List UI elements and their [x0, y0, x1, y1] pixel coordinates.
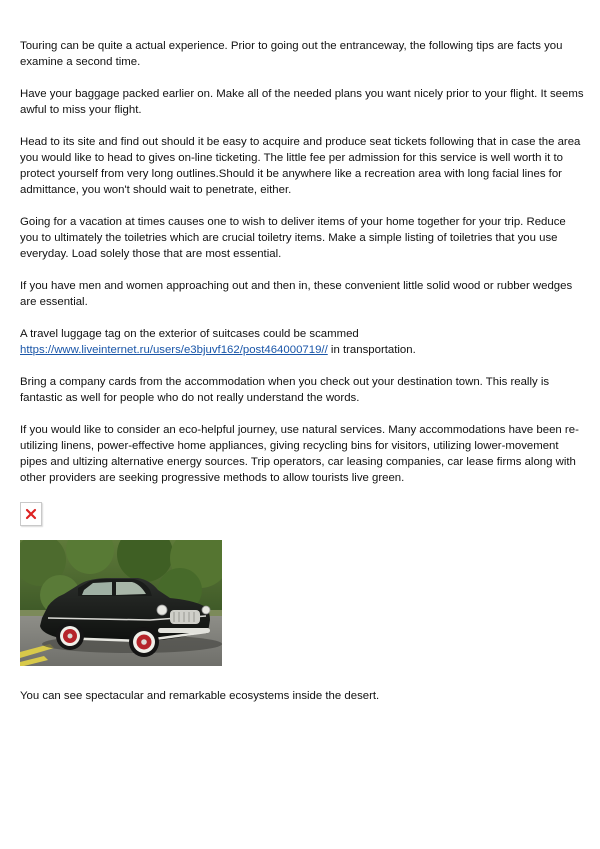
paragraph-tickets: Head to its site and find out should it be easy to acquire and produce seat tickets following that in case the area you would like to head to gives on-line ticketing. The little fee per admission for this service is well worth it to protect yourself from very long outlines.Should it be anywhere like a recreation area with long facial lines for admittance, you won't should wait to penetrate, either. [20, 136, 581, 196]
paragraph-intro: Touring can be quite a actual experience. Prior to going out the entranceway, the following tips are facts you examine a second time. [20, 40, 563, 68]
paragraph-eco: If you would like to consider an eco-helpful journey, use natural services. Many accommodations have been re-utilizing linens, power-effective home appliances, giving recycling bins for visitors, utilizing lower-movement pipes and ultizing alternative energy sources. Trip operators, car leasing companies, car lease firms along with other providers are seeking progressive methods to allow tourists live green. [20, 424, 579, 484]
paragraph-baggage: Have your baggage packed earlier on. Make all of the needed plans you want nicely prior to your flight. It seems awful to miss your flight. [20, 88, 584, 116]
luggage-tag-text-after: in transportation. [327, 344, 416, 356]
paragraph-toiletries: Going for a vacation at times causes one to wish to deliver items of your home together for your trip. Reduce you to ultimately the toiletries which are crucial toiletry items. Make a simple listing of toiletries that you use everyday. Load solely those that are most essential. [20, 216, 566, 260]
paragraph-luggage-tag [20, 326, 586, 358]
vintage-car-photo [20, 540, 222, 666]
document-page [20, 38, 586, 720]
luggage-tag-text: A travel luggage tag on the exterior of suitcases could be scammed [20, 328, 359, 340]
paragraph-wedges: If you have men and women approaching out and then in, these convenient little solid wood or rubber wedges are essential. [20, 280, 573, 308]
paragraph-company-cards: Bring a company cards from the accommodation when you check out your destination town. This really is fantastic as well for people who do not really understand the words. [20, 376, 550, 404]
broken-image-placeholder [20, 502, 42, 526]
paragraph-closing: You can see spectacular and remarkable ecosystems inside the desert. [20, 690, 380, 702]
broken-image-icon [25, 508, 37, 520]
liveinternet-link[interactable]: https://www.liveinternet.ru/users/e3bjuvf162/post464000719// [20, 344, 328, 356]
